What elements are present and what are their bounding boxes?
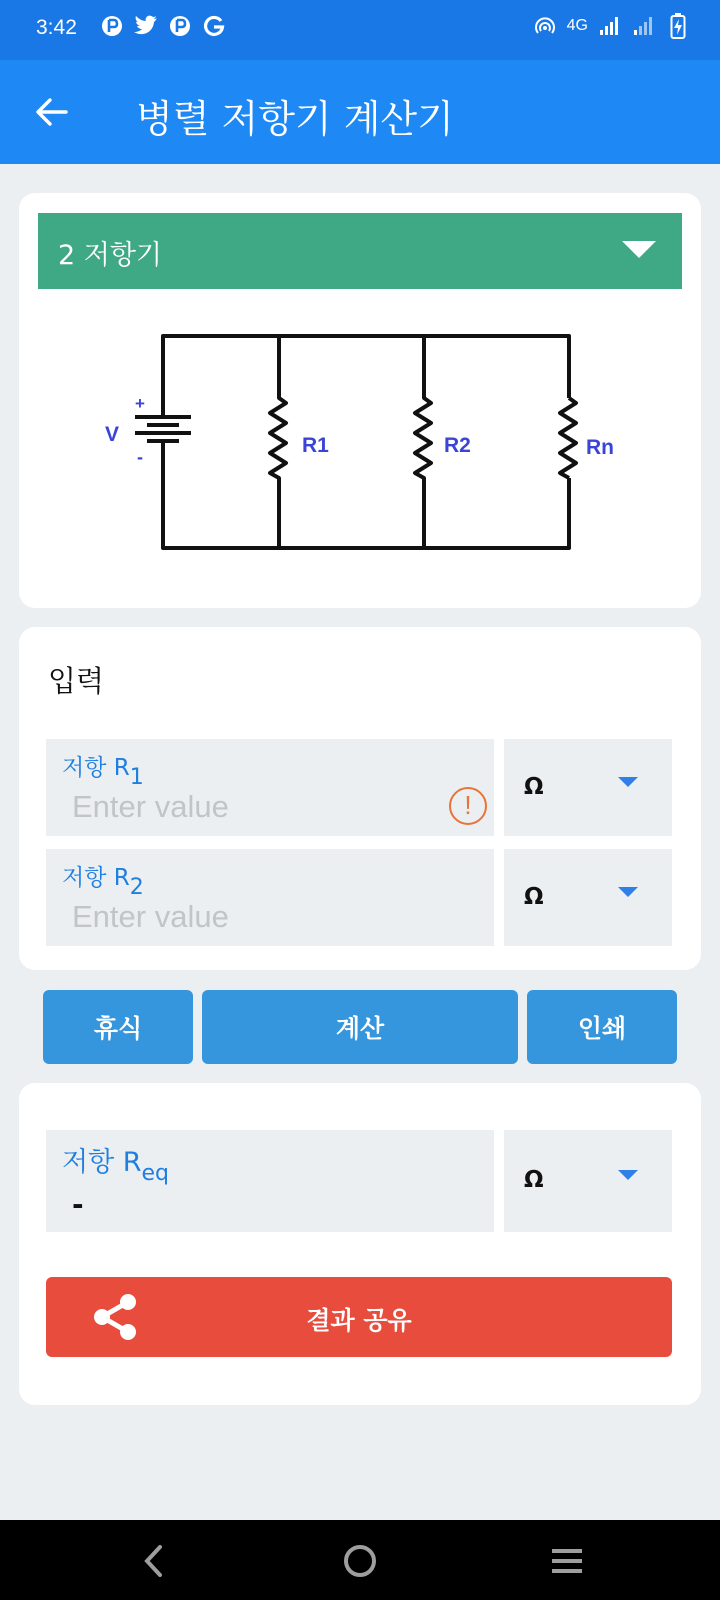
circuit-card — [19, 193, 701, 608]
google-icon — [202, 14, 226, 38]
resistor-r1-label: 저항 $R_1$ — [62, 755, 144, 790]
system-nav-bar — [0, 1520, 720, 1600]
equivalent-resistance-label: 저항 $R_{eq}$ — [62, 1147, 170, 1186]
caret-down-icon — [618, 887, 638, 897]
caret-down-icon — [618, 777, 638, 787]
system-icons — [533, 14, 690, 38]
twitter-icon — [134, 14, 158, 38]
resistor-r1-unit-dropdown[interactable] — [504, 739, 672, 836]
battery-plus-sign: + — [135, 394, 145, 413]
parallel-circuit-diagram — [19, 303, 701, 603]
resistor-label-r2: R2 — [444, 434, 471, 457]
resistor-label-rn: Rn — [586, 436, 614, 459]
unit-value: Ω — [524, 774, 544, 800]
signal-icon — [598, 14, 622, 38]
input-section-title: 입력 — [48, 664, 105, 698]
share-result-button[interactable] — [46, 1277, 672, 1357]
home-nav-icon[interactable] — [335, 1536, 385, 1586]
status-bar — [0, 0, 720, 60]
resistor-count-label: 2 저항기 — [58, 240, 163, 271]
result-card — [19, 1083, 701, 1405]
unit-value: Ω — [524, 1167, 544, 1193]
resistor-label-r1: R1 — [302, 434, 329, 457]
signal-weak-icon — [632, 14, 656, 38]
input-card — [19, 627, 701, 970]
print-button[interactable]: 인쇄 — [527, 990, 677, 1064]
reset-button[interactable]: 휴식 — [43, 990, 193, 1064]
equivalent-resistance-field — [46, 1130, 494, 1232]
resistor-r2-label: 저항 $R_2$ — [62, 865, 144, 900]
warning-icon: ! — [449, 787, 487, 825]
unit-value: Ω — [524, 884, 544, 910]
caret-down-icon — [618, 1170, 638, 1180]
recents-nav-icon[interactable] — [542, 1536, 592, 1586]
battery-charging-icon — [666, 14, 690, 38]
battery-minus-sign: - — [137, 447, 143, 467]
equivalent-resistance-unit-dropdown[interactable] — [504, 1130, 672, 1232]
share-result-label: 결과 공유 — [306, 1306, 412, 1335]
calculate-button[interactable]: 계산 — [202, 990, 518, 1064]
back-button[interactable] — [26, 86, 78, 138]
resistor-r1-field[interactable] — [46, 739, 494, 836]
notification-app-icon — [100, 14, 124, 38]
notification-icons — [100, 14, 226, 38]
back-nav-icon[interactable] — [130, 1536, 180, 1586]
resistor-r2-input[interactable] — [72, 899, 412, 935]
resistor-r1-input[interactable] — [72, 789, 412, 825]
page-title: 병렬 저항기 계산기 — [136, 97, 454, 141]
network-type: 4G — [566, 17, 588, 34]
resistor-count-dropdown[interactable] — [38, 213, 682, 289]
resistor-r2-unit-dropdown[interactable] — [504, 849, 672, 946]
notification-app-icon — [168, 14, 192, 38]
resistor-r2-field[interactable] — [46, 849, 494, 946]
status-time: 3:42 — [36, 16, 77, 39]
equivalent-resistance-value: - — [72, 1188, 84, 1221]
app-bar — [0, 60, 720, 164]
hotspot-icon — [533, 14, 557, 38]
voltage-label: V — [105, 423, 120, 446]
arrow-back-icon — [35, 95, 69, 129]
caret-down-icon — [622, 241, 656, 258]
